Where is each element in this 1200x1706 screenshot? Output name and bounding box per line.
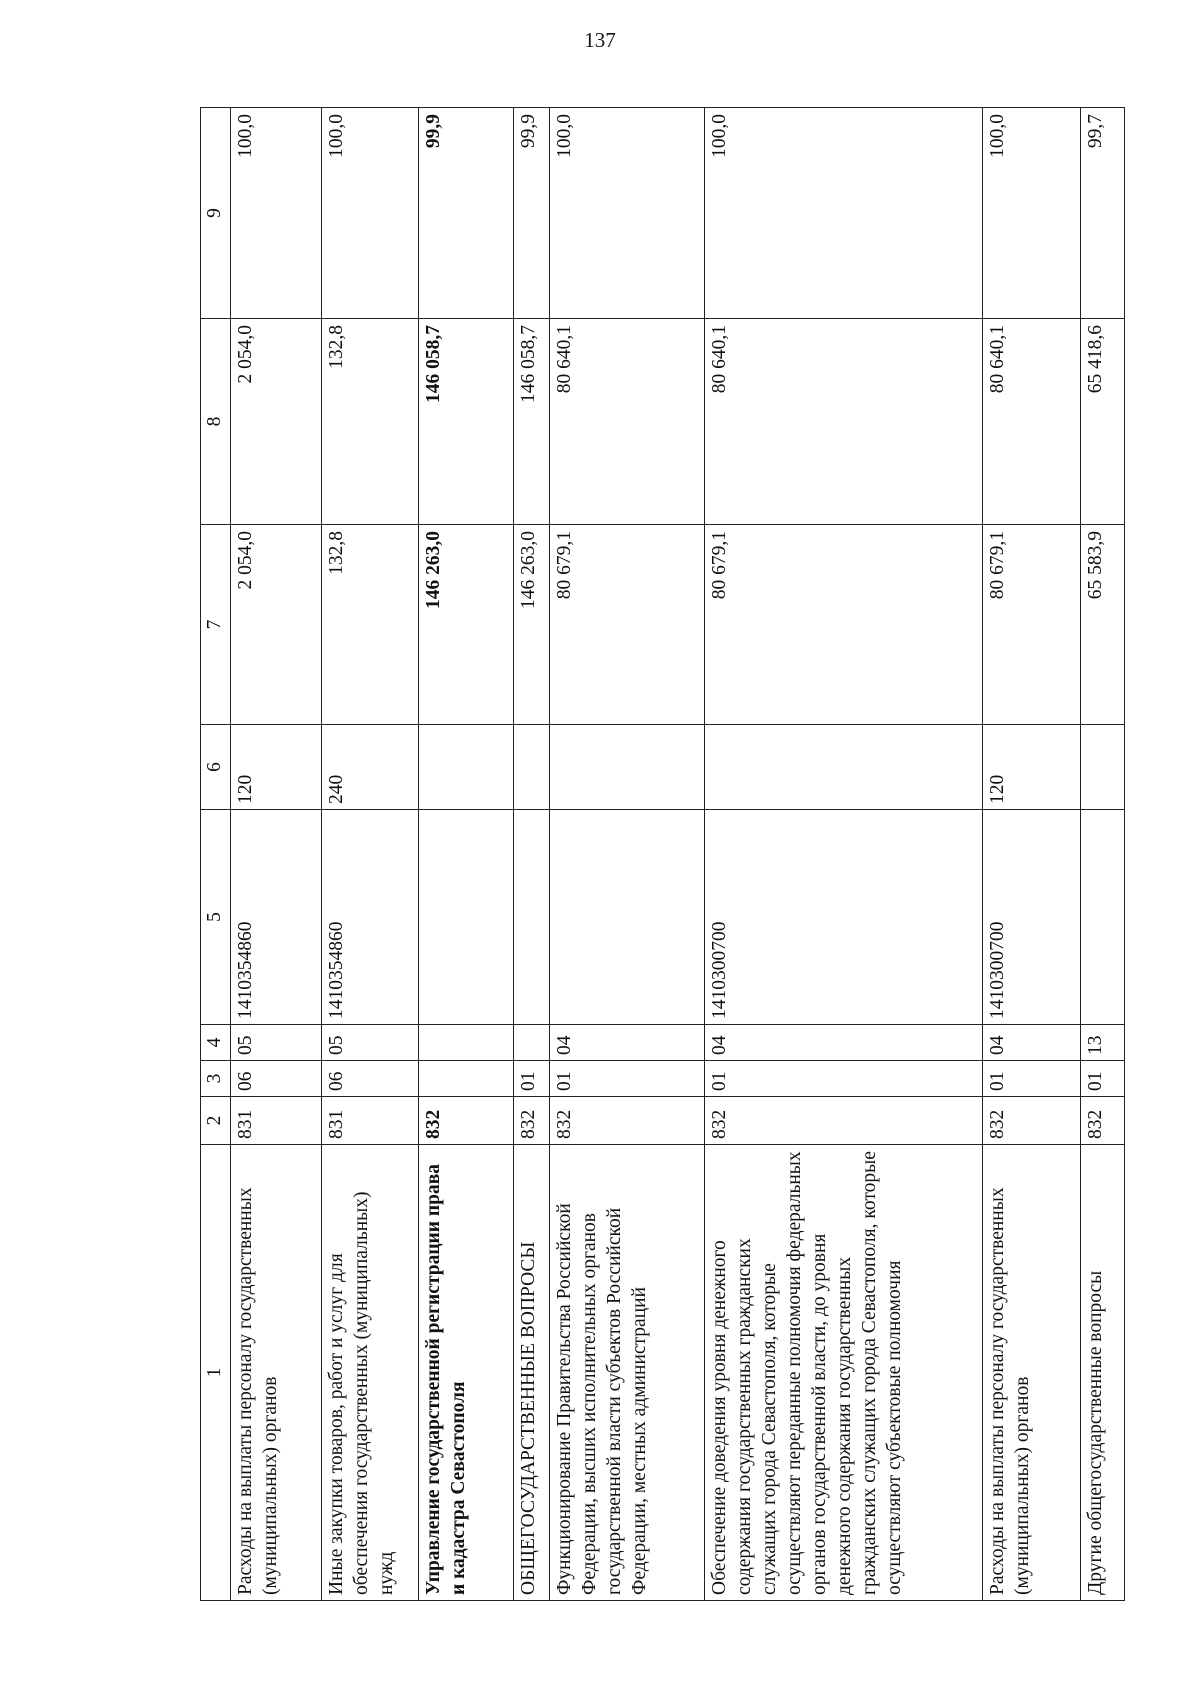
cell-col-3: 01 xyxy=(549,1061,704,1097)
cell-col-3: 01 xyxy=(982,1061,1080,1097)
table-row xyxy=(1080,108,1124,1601)
cell-col-5: 1410300700 xyxy=(705,810,983,1025)
table-row xyxy=(705,108,983,1601)
cell-col-4 xyxy=(514,1025,550,1061)
cell-col-7: 80 679,1 xyxy=(982,525,1080,725)
header-col-4: 4 xyxy=(201,1025,231,1061)
cell-col-6 xyxy=(1080,725,1124,810)
cell-col-9: 100,0 xyxy=(549,108,704,319)
row-description: Иные закупки товаров, работ и услуг для обеспечения государственных (муниципальных) нужд xyxy=(322,1145,419,1601)
cell-col-9: 100,0 xyxy=(231,108,322,319)
cell-col-5 xyxy=(1080,810,1124,1025)
header-col-9: 9 xyxy=(201,108,231,319)
page-number: 137 xyxy=(584,28,616,52)
table-row xyxy=(231,108,322,1601)
header-col-7: 7 xyxy=(201,525,231,725)
cell-col-5 xyxy=(549,810,704,1025)
cell-col-9: 99,9 xyxy=(514,108,550,319)
table-header-row xyxy=(201,108,231,1601)
cell-col-2: 832 xyxy=(982,1097,1080,1145)
cell-col-2: 831 xyxy=(231,1097,322,1145)
cell-col-9: 100,0 xyxy=(705,108,983,319)
cell-col-3: 01 xyxy=(1080,1061,1124,1097)
cell-col-9: 99,7 xyxy=(1080,108,1124,319)
header-col-1: 1 xyxy=(201,1145,231,1601)
row-description: Другие общегосударственные вопросы xyxy=(1080,1145,1124,1601)
cell-col-4 xyxy=(418,1025,514,1061)
cell-col-2: 832 xyxy=(549,1097,704,1145)
header-col-8: 8 xyxy=(201,319,231,525)
cell-col-4: 05 xyxy=(322,1025,419,1061)
cell-col-3: 06 xyxy=(231,1061,322,1097)
cell-col-9: 100,0 xyxy=(322,108,419,319)
cell-col-5 xyxy=(418,810,514,1025)
cell-col-7: 146 263,0 xyxy=(514,525,550,725)
cell-col-4: 04 xyxy=(705,1025,983,1061)
cell-col-4: 05 xyxy=(231,1025,322,1061)
cell-col-5: 1410354860 xyxy=(231,810,322,1025)
cell-col-3 xyxy=(418,1061,514,1097)
cell-col-3: 06 xyxy=(322,1061,419,1097)
cell-col-2: 832 xyxy=(1080,1097,1124,1145)
cell-col-8: 80 640,1 xyxy=(982,319,1080,525)
cell-col-8: 80 640,1 xyxy=(549,319,704,525)
table-row xyxy=(982,108,1080,1601)
row-description: ОБЩЕГОСУДАРСТВЕННЫЕ ВОПРОСЫ xyxy=(514,1145,550,1601)
cell-col-5: 1410354860 xyxy=(322,810,419,1025)
cell-col-9: 100,0 xyxy=(982,108,1080,319)
cell-col-6 xyxy=(705,725,983,810)
cell-col-7: 132,8 xyxy=(322,525,419,725)
cell-col-2: 832 xyxy=(418,1097,514,1145)
cell-col-8: 146 058,7 xyxy=(514,319,550,525)
cell-col-9: 99,9 xyxy=(418,108,514,319)
header-col-3: 3 xyxy=(201,1061,231,1097)
header-col-6: 6 xyxy=(201,725,231,810)
cell-col-8: 65 418,6 xyxy=(1080,319,1124,525)
cell-col-2: 831 xyxy=(322,1097,419,1145)
cell-col-7: 80 679,1 xyxy=(549,525,704,725)
cell-col-7: 2 054,0 xyxy=(231,525,322,725)
table-row xyxy=(549,108,704,1601)
cell-col-3: 01 xyxy=(705,1061,983,1097)
cell-col-6: 240 xyxy=(322,725,419,810)
row-description: Функционирование Правительства Российской Федерации, высших исполнительных органов государственной власти субъектов Российской Федерации, местных администраций xyxy=(549,1145,704,1601)
cell-col-4: 04 xyxy=(982,1025,1080,1061)
cell-col-7: 80 679,1 xyxy=(705,525,983,725)
cell-col-6: 120 xyxy=(231,725,322,810)
header-col-5: 5 xyxy=(201,810,231,1025)
cell-col-7: 65 583,9 xyxy=(1080,525,1124,725)
cell-col-6 xyxy=(514,725,550,810)
row-description: Расходы на выплаты персоналу государственных (муниципальных) органов xyxy=(982,1145,1080,1601)
cell-col-3: 01 xyxy=(514,1061,550,1097)
cell-col-6: 120 xyxy=(982,725,1080,810)
cell-col-8: 132,8 xyxy=(322,319,419,525)
cell-col-6 xyxy=(418,725,514,810)
table-row xyxy=(322,108,419,1601)
cell-col-6 xyxy=(549,725,704,810)
row-description: Управление государственной регистрации права и кадастра Севастополя xyxy=(418,1145,514,1601)
header-col-2: 2 xyxy=(201,1097,231,1145)
cell-col-8: 80 640,1 xyxy=(705,319,983,525)
row-description: Обеспечение доведения уровня денежного содержания государственных гражданских служащих города Севастополя, которые осуществляют переданные полномочия федеральных органов государственной власти, до уровня денежного содержания государственных гражданских служащих города Севастополя, которые осуществляют субъектовые полномочия xyxy=(705,1145,983,1601)
cell-col-4: 04 xyxy=(549,1025,704,1061)
cell-col-8: 146 058,7 xyxy=(418,319,514,525)
budget-table xyxy=(200,107,1125,1601)
rotated-table-container xyxy=(200,108,1125,1601)
cell-col-5: 1410300700 xyxy=(982,810,1080,1025)
cell-col-5 xyxy=(514,810,550,1025)
cell-col-2: 832 xyxy=(514,1097,550,1145)
table-row xyxy=(418,108,514,1601)
cell-col-4: 13 xyxy=(1080,1025,1124,1061)
cell-col-7: 146 263,0 xyxy=(418,525,514,725)
row-description: Расходы на выплаты персоналу государственных (муниципальных) органов xyxy=(231,1145,322,1601)
table-row xyxy=(514,108,550,1601)
cell-col-8: 2 054,0 xyxy=(231,319,322,525)
cell-col-2: 832 xyxy=(705,1097,983,1145)
